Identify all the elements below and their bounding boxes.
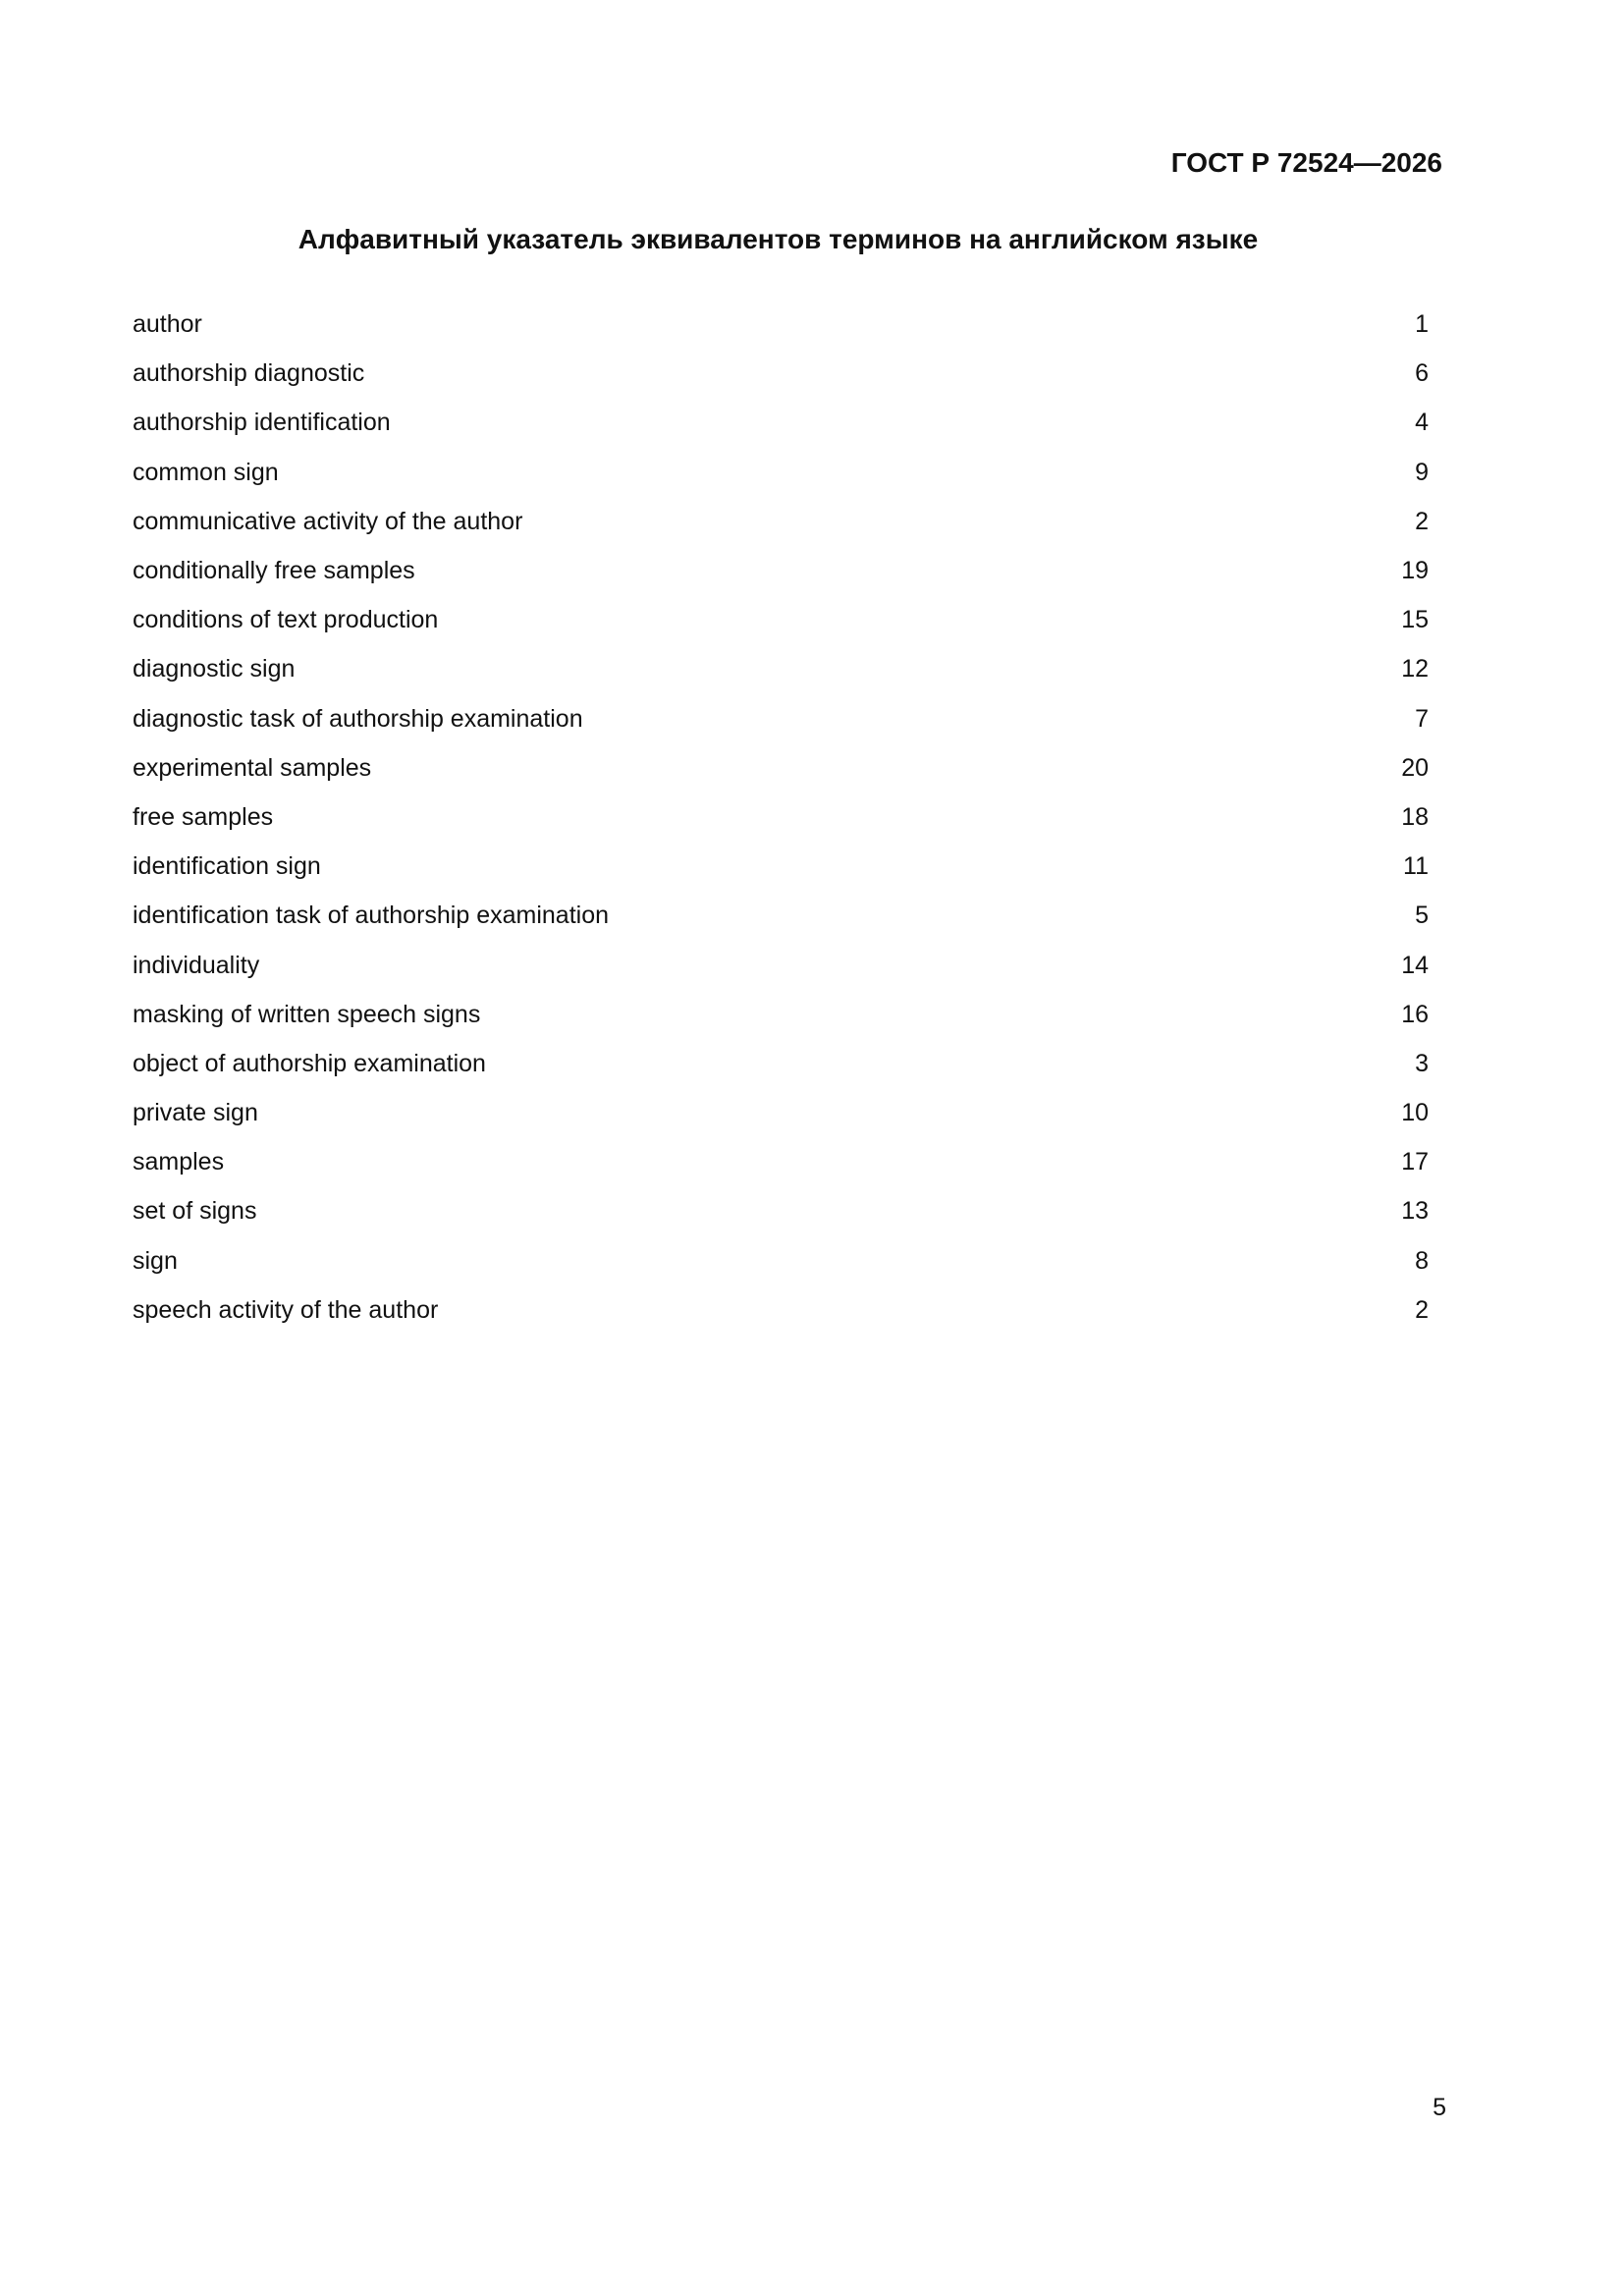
page-number: 5 [1433,2094,1446,2121]
index-entry-number: 7 [1415,704,1429,733]
index-entry-number: 6 [1415,359,1429,388]
index-entry-number: 19 [1401,557,1429,585]
index-entry-term: identification task of authorship examination [133,902,610,930]
index-entry [133,300,1429,349]
index-entry [133,743,1429,793]
index-entry-number: 1 [1415,310,1429,339]
index-entry-term: speech activity of the author [133,1295,439,1324]
index-entry-number: 5 [1415,902,1429,930]
index-entry-number: 18 [1401,802,1429,831]
index-entry [133,595,1429,644]
index-entry [133,793,1429,842]
index-entry-term: diagnostic sign [133,655,296,683]
index-entry-number: 15 [1401,606,1429,634]
index-entry [133,398,1429,447]
index-entry-number: 16 [1401,1000,1429,1028]
index-entry [133,1137,1429,1186]
index-entry-number: 14 [1401,951,1429,979]
index-entry-number: 3 [1415,1049,1429,1077]
index-entry-term: object of authorship examination [133,1049,486,1077]
index-entry [133,546,1429,595]
index-entry-number: 12 [1401,655,1429,683]
index-entry [133,1088,1429,1137]
index-entry [133,1186,1429,1235]
index-entry [133,644,1429,693]
index-entry-term: experimental samples [133,753,372,782]
index-entry-number: 4 [1415,409,1429,437]
index-entry-term: sign [133,1246,178,1275]
index-entry-term: common sign [133,458,279,486]
index-entry-term: set of signs [133,1197,257,1226]
index-entry-term: masking of written speech signs [133,1000,481,1028]
index-entry-term: free samples [133,802,274,831]
document-code: ГОСТ Р 72524—2026 [1170,147,1442,178]
index-entry [133,990,1429,1039]
index-entry-number: 8 [1415,1246,1429,1275]
index-entry [133,940,1429,989]
index-entry-term: communicative activity of the author [133,507,523,535]
index-title: Алфавитный указатель эквивалентов терминов на английском языке [298,224,1259,254]
index-entry-number: 13 [1401,1197,1429,1226]
index-entry-term: conditionally free samples [133,557,415,585]
index-entry-term: private sign [133,1099,258,1127]
index-entry [133,694,1429,743]
index-entry-number: 20 [1401,753,1429,782]
index-entry-number: 11 [1403,852,1429,881]
index-entry-number: 2 [1415,507,1429,535]
index-entry [133,497,1429,546]
index-entry-term: author [133,310,202,339]
index-entry-number: 2 [1415,1295,1429,1324]
index-entry-number: 9 [1415,458,1429,486]
index-entry [133,891,1429,940]
index-entry-term: samples [133,1148,225,1176]
index-entry-term: diagnostic task of authorship examination [133,704,583,733]
index-entry [133,1285,1429,1335]
index-entry [133,448,1429,497]
index-entry [133,349,1429,398]
index-list [133,300,1429,1335]
index-entry [133,842,1429,891]
index-entry-term: authorship identification [133,409,391,437]
index-entry [133,1236,1429,1285]
index-entry [133,1039,1429,1088]
index-entry-term: authorship diagnostic [133,359,365,388]
index-entry-number: 17 [1401,1148,1429,1176]
index-entry-number: 10 [1401,1099,1429,1127]
index-entry-term: conditions of text production [133,606,439,634]
index-entry-term: individuality [133,951,260,979]
index-entry-term: identification sign [133,852,321,881]
